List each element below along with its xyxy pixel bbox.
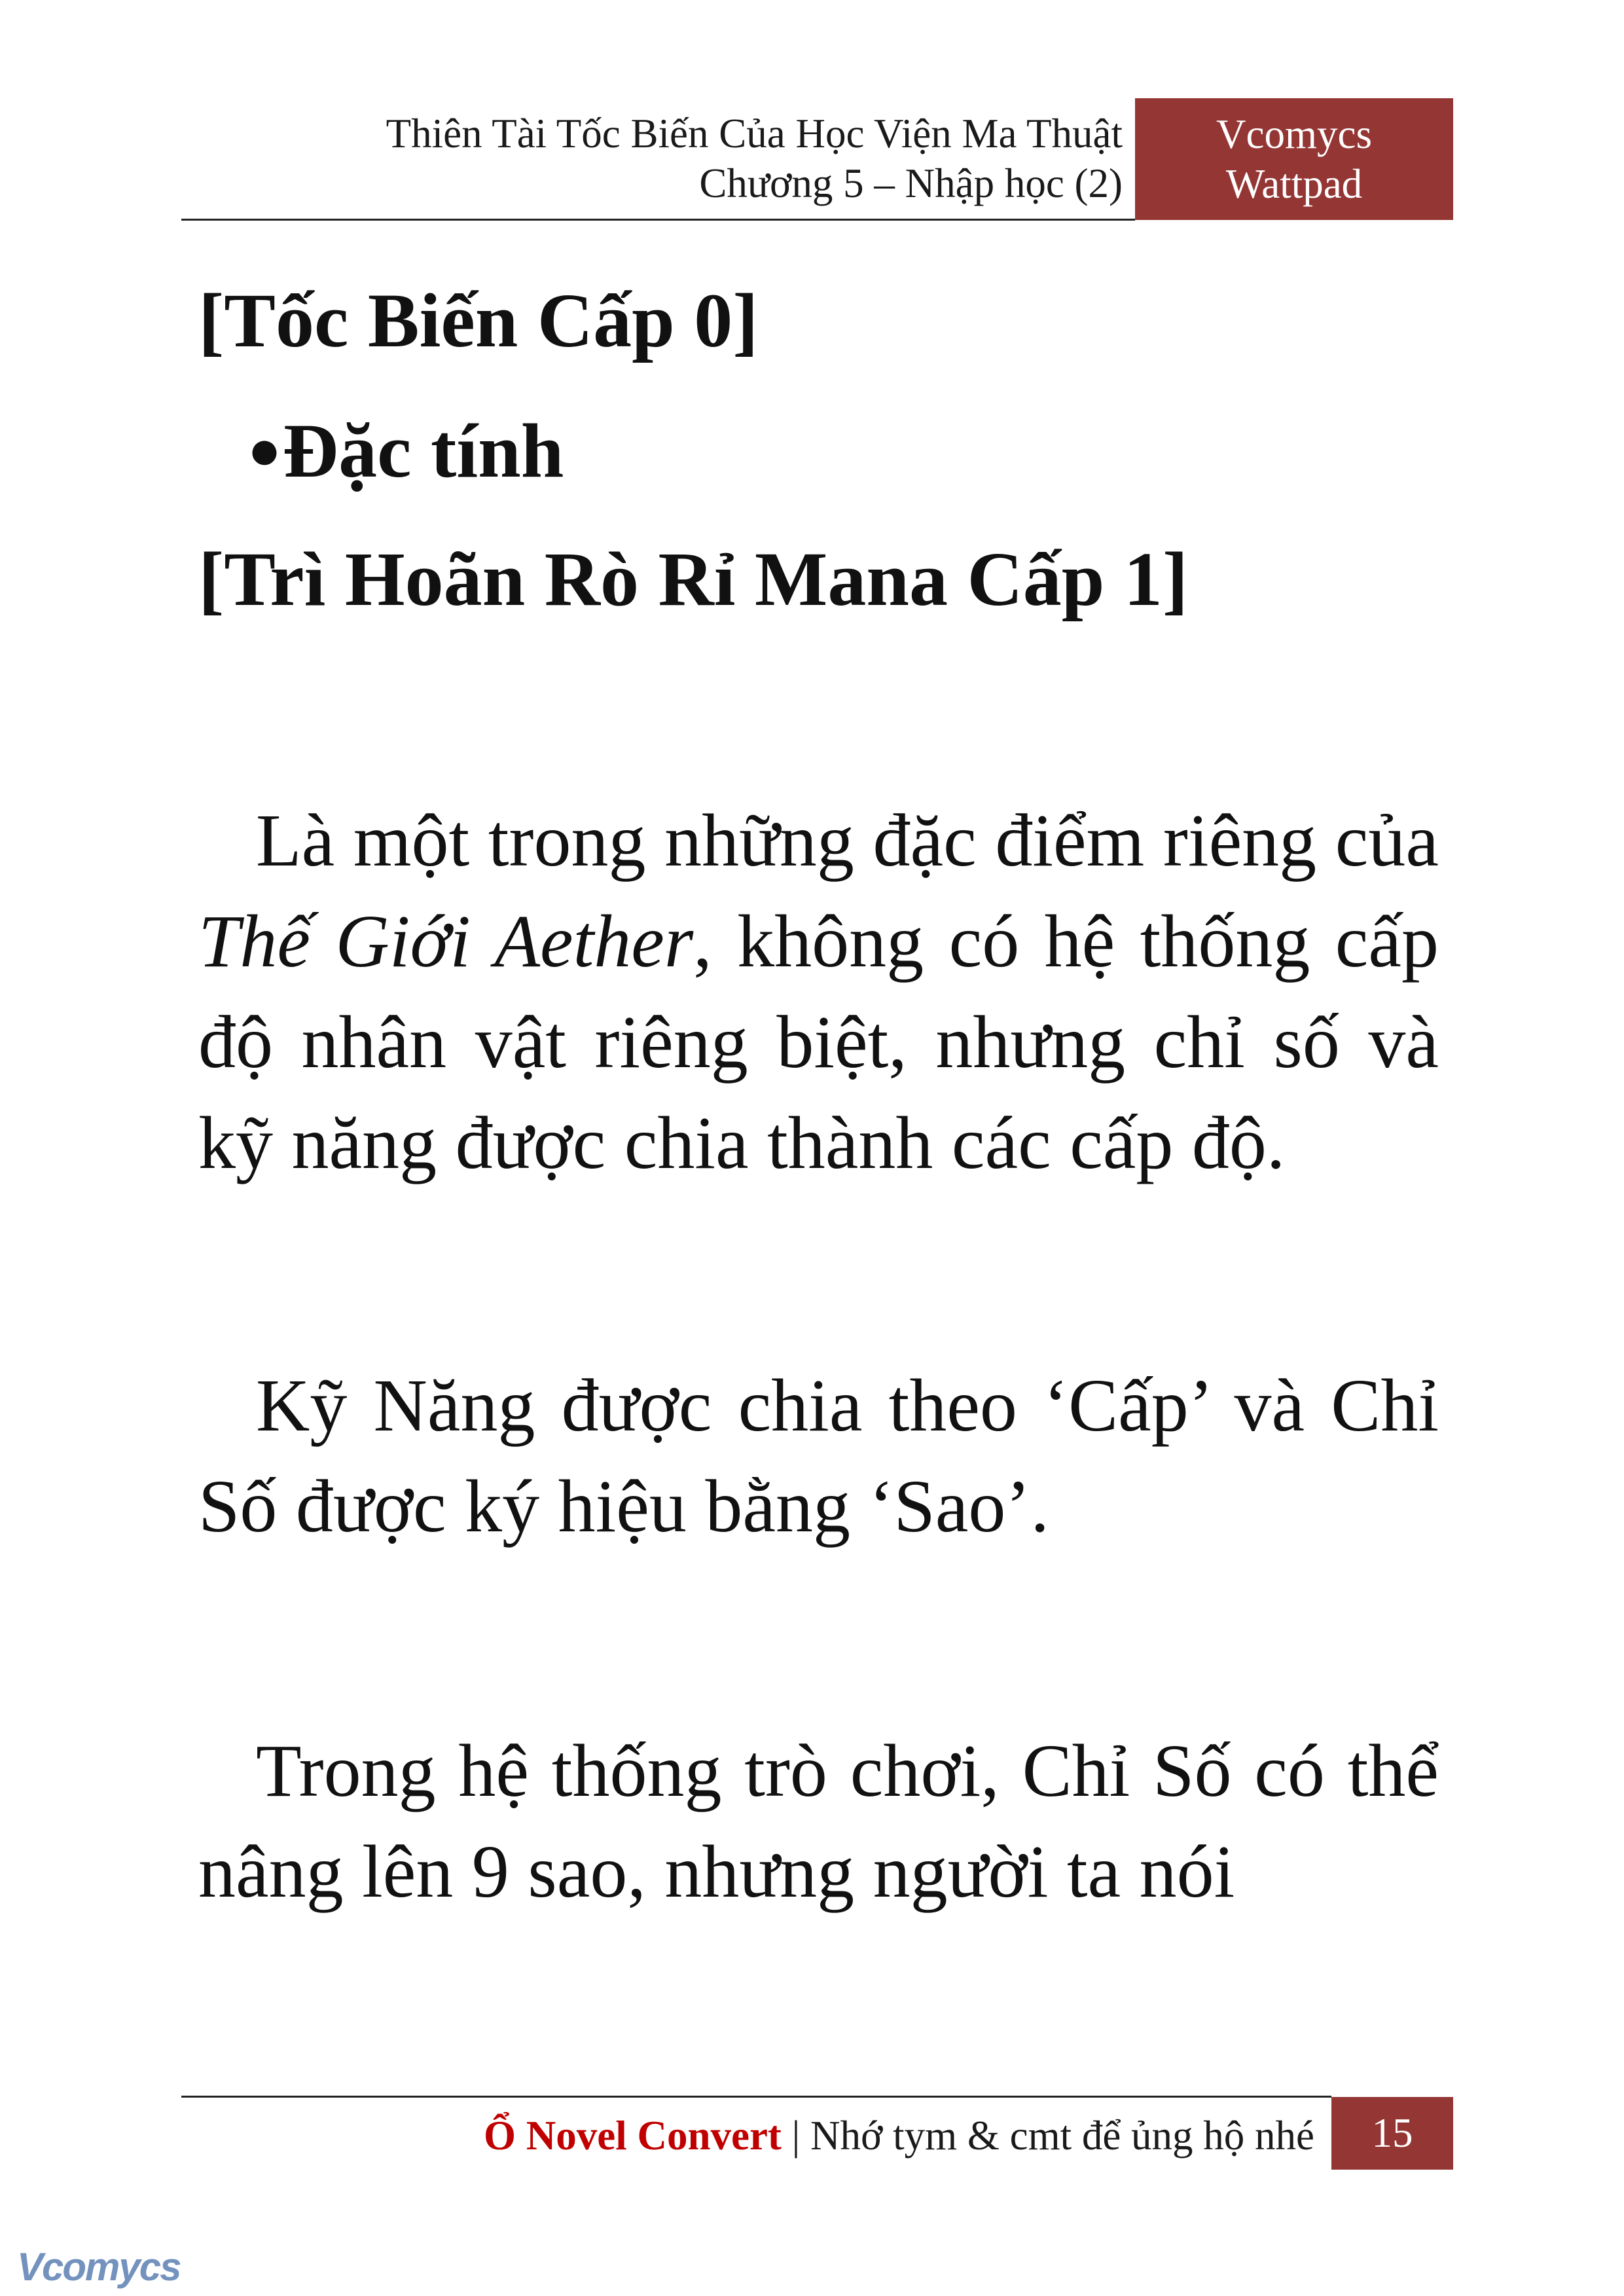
footer-text [484,2109,1314,2162]
chapter-title: Chương 5 – Nhập học (2) [699,160,1123,206]
trait-name-heading: [Trì Hoãn Rò Rỉ Mana Cấp 1] [198,536,1189,622]
bullet-icon: ● [247,418,281,481]
paragraph-1-end: , không có hệ thống cấp độ nhân vật riêng biệt, nhưng chỉ số và kỹ năng được chia thành các cấp độ. [198,900,1439,1184]
paragraph-1-italic: Thế Giới Aether [198,900,694,983]
trait-label: Đặc tính [282,408,564,494]
footer-brand: Ổ Novel Convert [484,2113,782,2159]
header-divider [181,219,1135,221]
paragraph-1-start: Là một trong những đặc điểm riêng của [256,799,1439,882]
page-number: 15 [1331,2097,1453,2170]
skill-heading: [Tốc Biến Cấp 0] [198,278,759,363]
footer-divider [181,2096,1331,2098]
badge-line-vcomycs: Vcomycs [1216,111,1372,157]
paragraph-3: Trong hệ thống trò chơi, Chỉ Số có thể nâng lên 9 sao, nhưng người ta nói [198,1729,1439,1913]
page-header [181,98,1453,220]
badge-line-wattpad: Wattpad [1225,161,1363,207]
vcomycs-watermark: Vcomycs [17,2245,181,2289]
source-badge [1135,98,1453,220]
trait-heading [247,407,564,494]
footer-message: Nhớ tym & cmt để ủng hộ nhé [810,2113,1314,2159]
footer-separator: | [781,2113,811,2159]
book-title: Thiên Tài Tốc Biến Của Học Viện Ma Thuật [386,111,1123,156]
paragraph-1 [198,790,1439,1194]
paragraph-2: Kỹ Năng được chia theo ‘Cấp’ và Chỉ Số được ký hiệu bằng ‘Sao’. [198,1364,1439,1548]
header-text [386,109,1123,208]
